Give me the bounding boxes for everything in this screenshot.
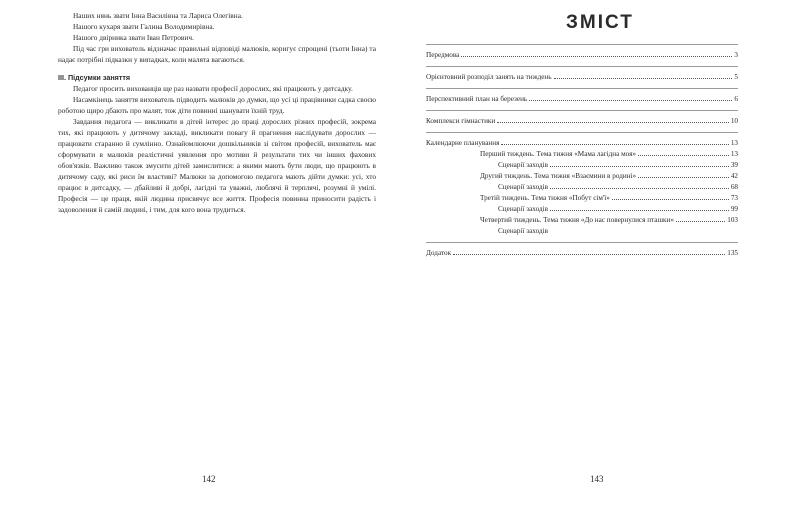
- toc-entry-page: 3: [734, 51, 738, 59]
- toc-entry-label: Орієнтовний розподіл занять на тиждень: [426, 73, 552, 81]
- toc-entry-label: Другий тиждень. Тема тижня «Взаємини в родині»: [480, 172, 637, 180]
- section-heading: ІІІ. Підсумки заняття: [58, 73, 131, 82]
- toc-entry-page: 13: [730, 150, 738, 158]
- paragraph: Педагог просить вихованців ще раз назвати професії дорослих, які працюють у дитсадку.: [73, 84, 353, 93]
- toc-entry[interactable]: [426, 215, 738, 226]
- toc-entry-label: Сценарії заходів: [498, 205, 549, 213]
- toc-leader-dots: [550, 166, 729, 167]
- toc-leader-dots: [461, 56, 732, 57]
- toc-leader-dots: [550, 210, 729, 211]
- toc-entry[interactable]: [426, 116, 738, 127]
- toc-entry[interactable]: [426, 248, 738, 259]
- toc-entry-label: Сценарії заходів: [498, 161, 549, 169]
- toc-entry[interactable]: [426, 182, 738, 193]
- toc-entry[interactable]: [426, 204, 738, 215]
- toc-entry-label: Перспективний план на березень: [426, 95, 528, 103]
- toc-entry[interactable]: [426, 149, 738, 160]
- toc-entry[interactable]: [426, 72, 738, 83]
- toc-entry-page: 68: [730, 183, 738, 191]
- toc-entry-page: 13: [730, 139, 738, 147]
- toc-entry-page: 5: [734, 73, 738, 81]
- toc-entry[interactable]: [426, 50, 738, 61]
- toc-entry-page: 73: [730, 194, 738, 202]
- page-number: 142: [202, 474, 216, 484]
- toc-group: [426, 132, 738, 242]
- toc-entry-label: Четвертий тиждень. Тема тижня «До нас повернулися пташки»: [480, 216, 674, 224]
- text-line: Нашиx нянь звати Інна Василівна та Лариса Олегівна.: [73, 11, 243, 20]
- toc-entry-page: 42: [730, 172, 738, 180]
- toc-entry-label: Перший тиждень. Тема тижня «Мама лагідна моя»: [480, 150, 636, 158]
- toc-group: [426, 66, 738, 88]
- toc-leader-dots: [612, 199, 729, 200]
- right-page: [400, 0, 800, 507]
- toc-leader-dots: [554, 78, 733, 79]
- toc-leader-dots: [676, 221, 725, 222]
- toc-entry-page: 99: [730, 205, 738, 213]
- toc-group: [426, 88, 738, 110]
- toc-title: ЗМІСТ: [566, 12, 634, 33]
- toc-leader-dots: [453, 254, 725, 255]
- toc-leader-dots: [550, 188, 729, 189]
- toc-group: [426, 242, 738, 259]
- toc-entry-label: Комплекси гімнастики: [426, 117, 496, 125]
- toc-entry-label: Третій тиждень. Тема тижня «Побут сім'ї»: [480, 194, 610, 202]
- toc-entry-page: 6: [734, 95, 738, 103]
- left-page-body: [58, 10, 376, 215]
- toc-entry[interactable]: [426, 171, 738, 182]
- toc-entry[interactable]: [426, 94, 738, 105]
- toc-entry[interactable]: [426, 160, 738, 171]
- toc-group: [426, 44, 738, 66]
- text-line: Нашого двірника звати Іван Петрович.: [73, 33, 194, 42]
- toc-entry-label: Сценарії заходів: [498, 227, 549, 235]
- toc-leader-dots: [638, 155, 729, 156]
- toc-entry-page: 39: [730, 161, 738, 169]
- toc-entry-page: 103: [727, 216, 738, 224]
- toc-group: [426, 110, 738, 132]
- page-number: 143: [590, 474, 604, 484]
- toc-leader-dots: [529, 100, 732, 101]
- toc-entry-page: 10: [730, 117, 738, 125]
- paragraph: Завдання педагога — викликати в дітей інтерес до праці дорослих різних професій, зокрема тих, які працюють у дитячому закладі, викликати повагу й прагнення наслідувати дорослих — працювати старанно й сумлінно. Ознайомлюючи дошкільників зі світом професій, вихователь має сформувати в малюків реалістичні уявлення про мотиви й результати тих чи інших фахових обов'язків. Важливо також змусити дітей замислитися: а якими мають бути люди, що працюють в дитячому саду, які риси їм властиві? Малюки за допомогою педагога мають дійти думки: усі, хто працює в дитсадку, — дбайливі й добрі, лагідні та уважні, люблячі й терплячі, розумні й умілі. Професія — це праця, якій людина присвячує все життя. Професія повинна приносити радість і задоволення й самій людині, і тим, для кого вона трудиться.: [58, 117, 376, 214]
- toc-entry-label: Додаток: [426, 249, 452, 257]
- toc-entry-page: 135: [727, 249, 738, 257]
- toc-entry-label: Передмова: [426, 51, 460, 59]
- toc-leader-dots: [638, 177, 729, 178]
- toc-leader-dots: [497, 122, 729, 123]
- toc-entry[interactable]: [426, 193, 738, 204]
- toc-entry[interactable]: [426, 138, 738, 149]
- toc-leader-dots: [501, 144, 728, 145]
- text-line: Нашого кухаря звати Галина Володимирівна.: [73, 22, 215, 31]
- table-of-contents: [426, 44, 738, 259]
- paragraph: Насамкінець заняття вихователь підводить малюків до думки, що усі ці працівники садка своєю роботою щиро дбають про малят, тож діти повинні шанувати їхній труд.: [58, 95, 376, 115]
- toc-entry[interactable]: [426, 226, 738, 237]
- paragraph: Під час гри вихователь відзначає правильні відповіді малюків, коригує спрощені (тьоти Інна) та надає потрібні підказки у випадках, коли малята вагаються.: [58, 44, 376, 64]
- toc-entry-label: Сценарії заходів: [498, 183, 549, 191]
- toc-entry-label: Календарне планування: [426, 139, 500, 147]
